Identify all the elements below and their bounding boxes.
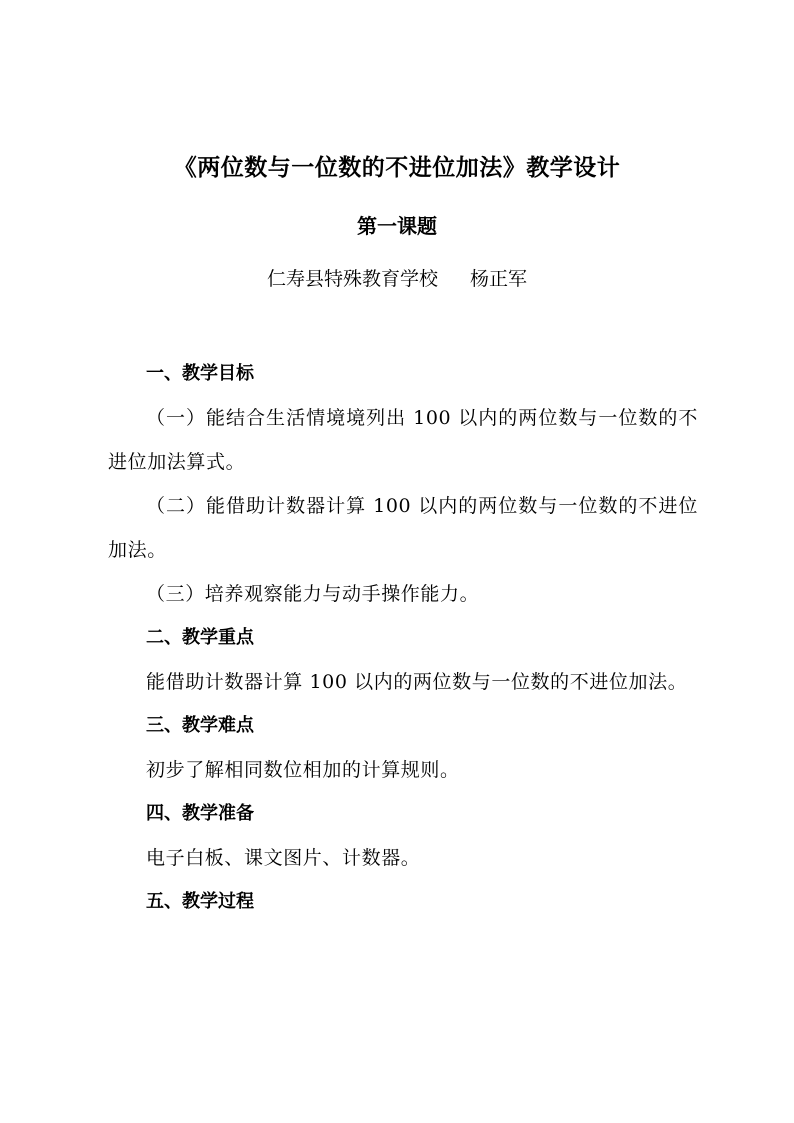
section-heading-preparation: 四、教学准备 [146, 803, 254, 824]
goal-item-2: （二）能借助计数器计算 100 以内的两位数与一位数的不进位加法。 [108, 495, 698, 561]
author-line [0, 264, 794, 294]
difficulties-text: 初步了解相同数位相加的计算规则。 [146, 759, 460, 781]
section-heading-key-points: 二、教学重点 [146, 627, 254, 648]
author-school: 仁寿县特殊教育学校 [266, 268, 438, 290]
document-title: 《两位数与一位数的不进位加法》教学设计 [173, 155, 621, 181]
preparation-text: 电子白板、课文图片、计数器。 [146, 847, 421, 869]
section-heading-goals: 一、教学目标 [146, 363, 254, 384]
document-subtitle: 第一课题 [357, 214, 437, 238]
goal-item-3: （三）培养观察能力与动手操作能力。 [146, 583, 480, 605]
author-name: 杨正军 [470, 268, 528, 290]
goal-item-1: （一）能结合生活情境境列出 100 以内的两位数与一位数的不进位加法算式。 [108, 407, 698, 473]
document-body [108, 352, 698, 924]
section-heading-difficulties: 三、教学难点 [146, 715, 254, 736]
key-points-text: 能借助计数器计算 100 以内的两位数与一位数的不进位加法。 [146, 671, 688, 693]
section-heading-process: 五、教学过程 [146, 891, 254, 912]
